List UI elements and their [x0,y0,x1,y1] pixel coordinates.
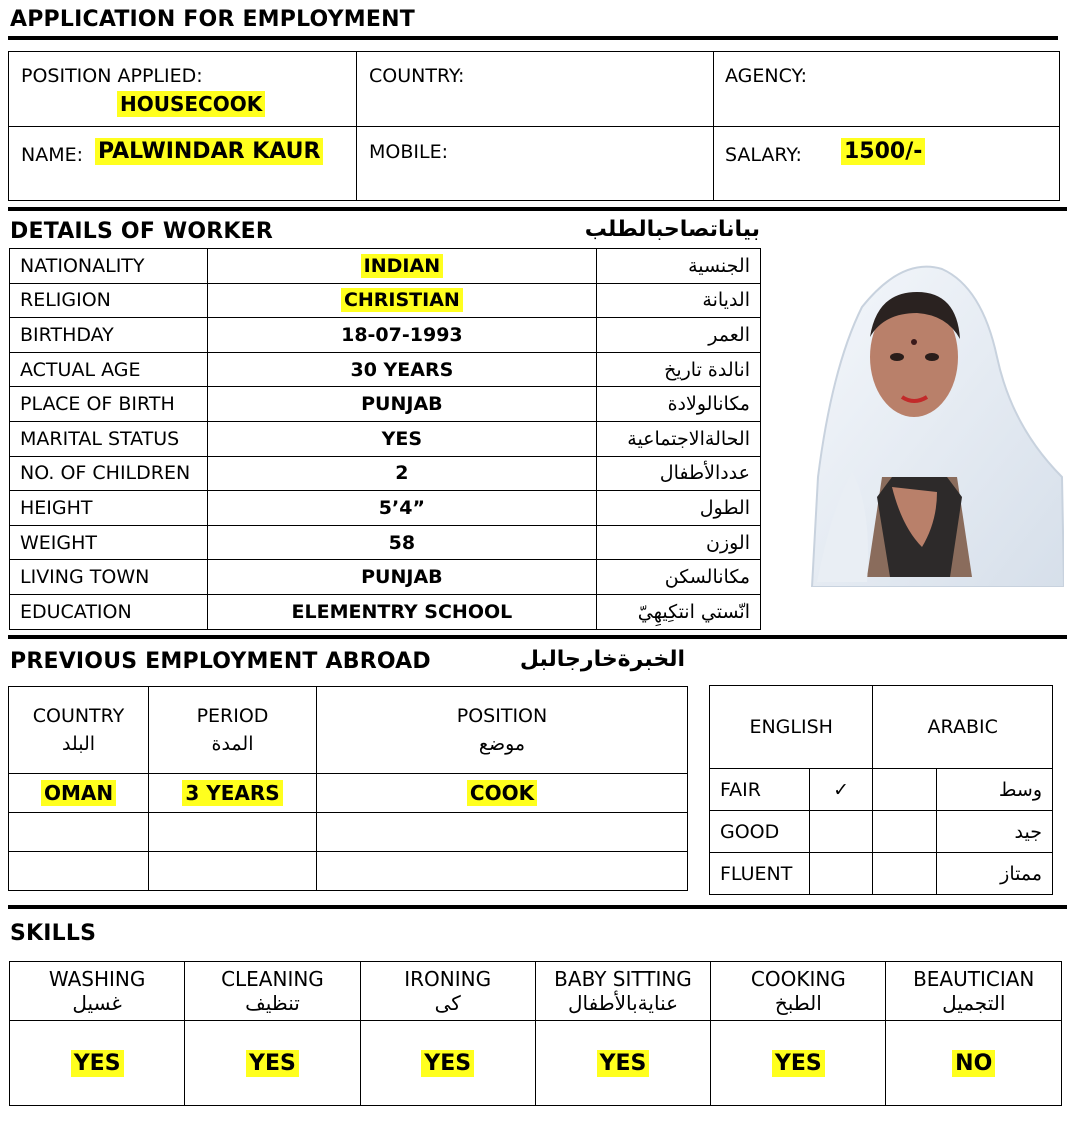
previous-employment-table [8,686,688,891]
applicant-photo [772,247,1064,587]
language-table [709,685,1053,895]
details-title: DETAILS OF WORKER [10,219,274,244]
detail-label-ar: انّستي انتكِيهِيّ [597,594,761,629]
skills-title: SKILLS [10,921,97,946]
detail-label: HEIGHT [10,491,208,526]
detail-value: 30 YEARS [350,358,454,381]
detail-value: 18-07-1993 [341,323,463,346]
name-label: NAME: [21,144,84,166]
language-row: FAIR ✓ وسط [710,769,1053,811]
details-title-ar: بياناتصاحبالطلب [584,217,760,242]
table-row [9,774,688,813]
detail-label: EDUCATION [10,594,208,629]
detail-label-ar: عددالأطفال [597,456,761,491]
detail-label: PLACE OF BIRTH [10,387,208,422]
title-rule [8,36,1058,40]
top-info-box [8,51,1060,201]
previous-title: PREVIOUS EMPLOYMENT ABROAD [10,649,431,674]
prev-country: OMAN [41,780,116,806]
detail-label: NATIONALITY [10,249,208,284]
name-value: PALWINDAR KAUR [95,138,323,165]
detail-label: WEIGHT [10,525,208,560]
detail-value: ELEMENTRY SCHOOL [291,600,513,623]
country-label: COUNTRY: [369,65,465,87]
skill-cooking-value: YES [772,1050,825,1077]
detail-label-ar: انالدة تاريخ [597,352,761,387]
english-header: ENGLISH [710,686,873,769]
details-table [9,248,761,630]
detail-value: 2 [395,462,409,485]
table-row [10,283,761,318]
table-row [10,560,761,595]
language-row: FLUENT ممتاز [710,853,1053,895]
position-value: HOUSECOOK [117,91,265,117]
previous-title-ar: الخبرةخارجالبل [519,647,685,672]
language-row: GOOD جيد [710,811,1053,853]
salary-label: SALARY: [725,144,802,166]
prev-period: 3 YEARS [182,780,282,806]
table-row [10,352,761,387]
detail-value: CHRISTIAN [341,288,463,312]
skill-ironing: IRONING کی [360,962,535,1021]
details-rule [8,207,1067,211]
salary-value: 1500/- [841,138,925,165]
detail-label-ar: العمر [597,318,761,353]
skill-baby-sitting: BABY SITTING عنايةبالأطفال [535,962,710,1021]
detail-label-ar: مكانالسكن [597,560,761,595]
detail-value: PUNJAB [361,393,443,416]
detail-label-ar: الحالةالاجتماعية [597,421,761,456]
table-row [10,318,761,353]
portrait-image [772,247,1064,587]
skill-cleaning: CLEANING تنظيف [185,962,360,1021]
table-row [10,456,761,491]
detail-label-ar: الجنسية [597,249,761,284]
page-title: APPLICATION FOR EMPLOYMENT [10,7,415,32]
col-country: COUNTRY البلد [9,687,149,774]
table-row [10,594,761,629]
detail-label: NO. OF CHILDREN [10,456,208,491]
skill-baby-sitting-value: YES [597,1050,650,1077]
detail-label: RELIGION [10,283,208,318]
detail-value: INDIAN [361,254,443,278]
table-row [10,249,761,284]
detail-label-ar: مكانالولادة [597,387,761,422]
skills-table [9,961,1062,1106]
skill-washing-value: YES [71,1050,124,1077]
arabic-header: ARABIC [873,686,1053,769]
col-position: POSITION موضع [317,687,688,774]
check-icon: ✓ [809,769,873,811]
detail-value: 58 [388,531,416,554]
col-period: PERIOD المدة [149,687,317,774]
skill-beautician: BEAUTICIAN التجميل [886,962,1062,1021]
skill-washing: WASHING غسيل [10,962,185,1021]
table-row [9,813,688,852]
detail-label-ar: الطول [597,491,761,526]
table-row [9,852,688,891]
detail-label-ar: الديانة [597,283,761,318]
table-row [10,421,761,456]
detail-label: MARITAL STATUS [10,421,208,456]
position-label: POSITION APPLIED: [21,65,203,87]
skill-cooking: COOKING الطبخ [711,962,886,1021]
previous-rule [8,635,1067,639]
detail-value: 5’4” [378,496,425,519]
prev-position: COOK [467,780,537,806]
detail-value: PUNJAB [361,566,443,589]
table-row [10,491,761,526]
skills-rule [8,905,1067,909]
agency-label: AGENCY: [725,65,808,87]
detail-label: ACTUAL AGE [10,352,208,387]
detail-label-ar: الوزن [597,525,761,560]
table-row [10,525,761,560]
mobile-label: MOBILE: [369,141,448,163]
table-row [10,387,761,422]
detail-value: YES [381,427,423,450]
skill-cleaning-value: YES [246,1050,299,1077]
detail-label: LIVING TOWN [10,560,208,595]
skill-beautician-value: NO [952,1050,995,1077]
detail-label: BIRTHDAY [10,318,208,353]
skill-ironing-value: YES [421,1050,474,1077]
